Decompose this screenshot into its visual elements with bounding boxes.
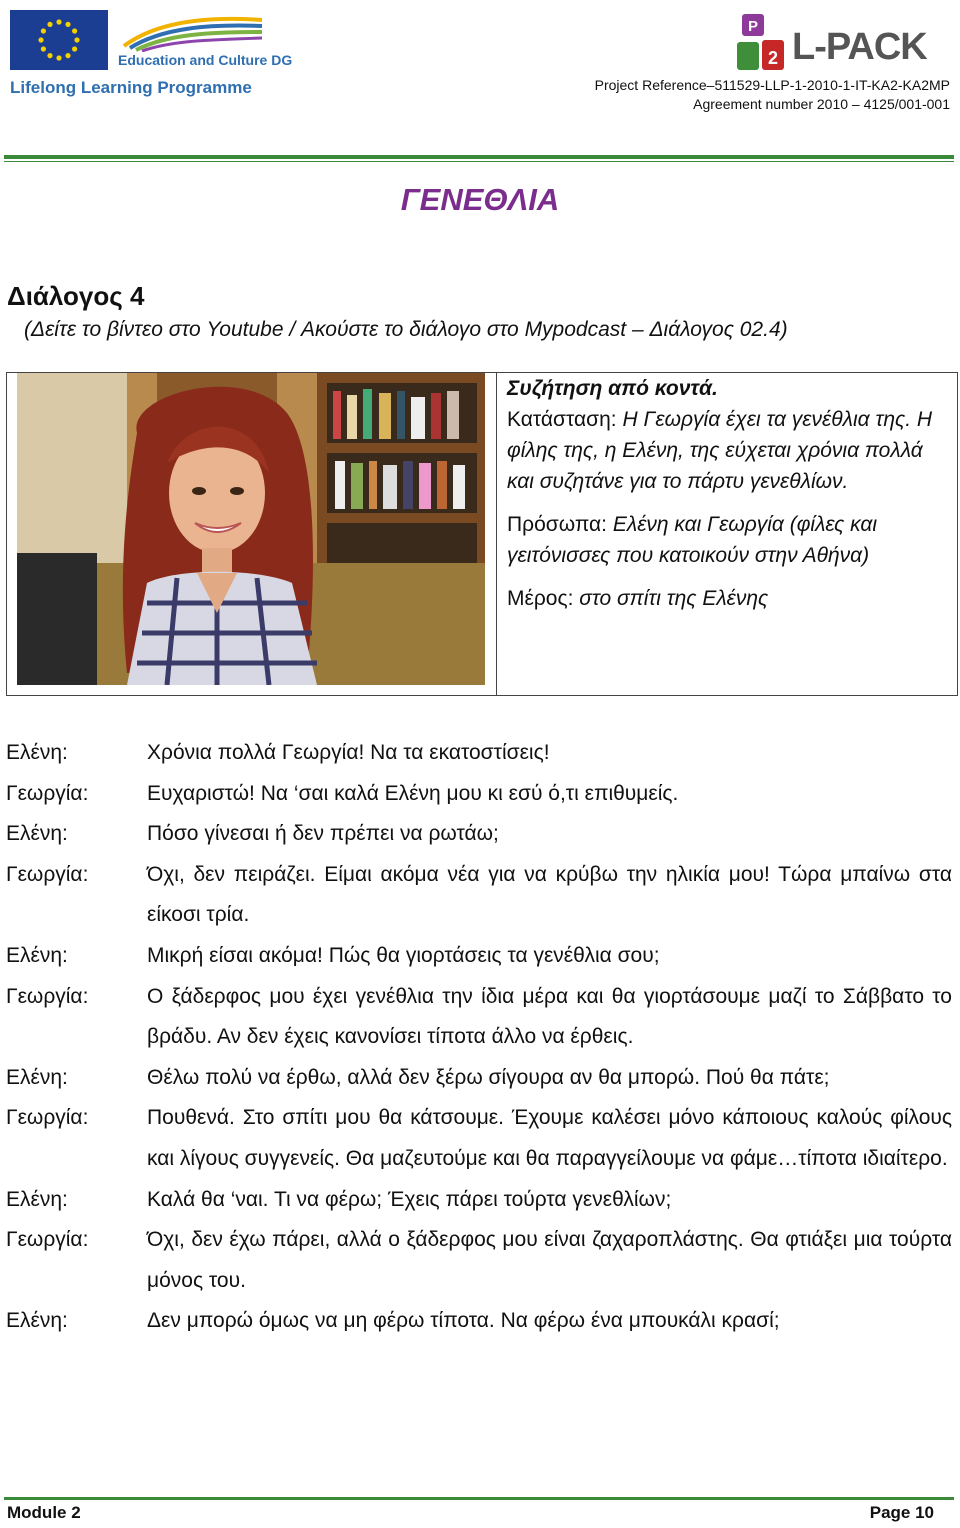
- persons-label: Πρόσωπα:: [507, 513, 613, 536]
- utterance-text: Πουθενά. Στο σπίτι μου θα κάτσουμε. Έχουμε καλέσει μόνο κάποιους καλούς φίλους και λίγους συγγενείς. Θα μαζευτούμε και θα παραγγείλουμε να φάμε…τίποτα ιδιαίτερο.: [147, 1106, 952, 1170]
- info-box-divider: [496, 373, 497, 695]
- place-paragraph: [507, 583, 947, 614]
- dialogue-line: [6, 1098, 952, 1179]
- scene-info-box: [6, 372, 958, 696]
- lifelong-learning-label: Lifelong Learning Programme: [10, 78, 252, 97]
- utterance-text: Μικρή είσαι ακόμα! Πώς θα γιορτάσεις τα γενέθλια σου;: [147, 943, 660, 967]
- utterance-text: Δεν μπορώ όμως να μη φέρω τίποτα. Να φέρω ένα μπουκάλι κρασί;: [147, 1309, 780, 1333]
- utterance-text: Πόσο γίνεσαι ή δεν πρέπει να ρωτάω;: [147, 822, 499, 846]
- lpack-cube-2: 2: [767, 48, 779, 68]
- situation-paragraph: [507, 404, 947, 497]
- speaker-name: Γεωργία:: [6, 862, 89, 886]
- girl-portrait-photo: [17, 373, 485, 685]
- project-reference: Project Reference–511529-LLP-1-2010-1-IT-KA2-KA2MP: [594, 77, 950, 93]
- place-text: στο σπίτι της Ελένης: [579, 587, 769, 610]
- eu-lifelong-learning-logo: [6, 6, 293, 102]
- utterance-text: Ευχαριστώ! Να ‘σαι καλά Ελένη μου κι εσύ ό,τι επιθυμείς.: [147, 781, 679, 805]
- dialogue-line: [6, 977, 952, 1058]
- footer-page-number: Page 10: [869, 1503, 934, 1522]
- utterance-text: Θέλω πολύ να έρθω, αλλά δεν ξέρω σίγουρα αν θα μπορώ. Πού θα πάτε;: [147, 1065, 830, 1089]
- utterance-text: Χρόνια πολλά Γεωργία! Να τα εκατοστίσεις!: [147, 741, 550, 764]
- lpack-cubes-icon: [734, 12, 790, 74]
- dialogue-subtitle: (Δείτε το βίντεο στο Youtube / Ακούστε το διάλογο στο Mypodcast – Διάλογος 02.4): [24, 318, 788, 341]
- persons-paragraph: [507, 509, 947, 571]
- dialogue-line: [6, 855, 952, 936]
- utterance-text: Ο ξάδερφος μου έχει γενέθλια την ίδια μέρα και θα γιορτάσουμε μαζί το Σάββατο το βράδυ. Αν δεν έχεις κανονίσει τίποτα άλλο να έρθεις.: [147, 984, 952, 1049]
- header-divider: [4, 155, 954, 159]
- eu-flag-icon: [10, 10, 108, 70]
- dialogue-line: [6, 814, 952, 855]
- dialogue-line: [6, 936, 952, 977]
- persons-text: Ελένη και Γεωργία (φίλες και γειτόνισσες που κατοικούν στην Αθήνα): [507, 513, 877, 567]
- place-label: Μέρος:: [507, 587, 580, 610]
- speaker-name: Γεωργία:: [6, 781, 89, 805]
- document-title: ΓΕΝΕΘΛΙΑ: [400, 182, 560, 217]
- education-culture-dg-label: Education and Culture DG: [118, 52, 293, 68]
- speaker-name: Ελένη:: [6, 1309, 68, 1333]
- scene-lead: Συζήτηση από κοντά.: [507, 377, 718, 400]
- lpack-cube-p: P: [747, 18, 759, 35]
- scene-description: [507, 373, 947, 614]
- speaker-name: Ελένη:: [6, 1187, 68, 1211]
- speaker-name: Γεωργία:: [6, 1106, 89, 1130]
- utterance-text: Όχι, δεν έχω πάρει, αλλά ο ξάδερφος μου είναι ζαχαροπλάστης. Θα φτιάξει μια τούρτα μόνος του.: [147, 1228, 952, 1292]
- speaker-name: Ελένη:: [6, 1065, 68, 1089]
- lpack-logo: [734, 12, 944, 78]
- utterance-text: Καλά θα ‘ναι. Τι να φέρω; Έχεις πάρει τούρτα γενεθλίων;: [147, 1187, 672, 1211]
- dialogue-line: [6, 1180, 952, 1221]
- dialogue-line: [6, 1058, 952, 1099]
- situation-text: Η Γεωργία έχει τα γενέθλια της. Η φίλης της, η Ελένη, της εύχεται χρόνια πολλά και συζητάνε για το πάρτυ γενεθλίων.: [507, 408, 933, 493]
- speaker-name: Γεωργία:: [6, 1228, 89, 1252]
- utterance-text: Όχι, δεν πειράζει. Είμαι ακόμα νέα για να κρύβω την ηλικία μου! Τώρα μπαίνω στα είκοσι τρία.: [147, 862, 952, 927]
- swoosh-icon: [116, 12, 266, 52]
- speaker-name: Ελένη:: [6, 943, 68, 967]
- dialogue-heading: Διάλογος 4: [7, 281, 145, 311]
- agreement-number: Agreement number 2010 – 4125/001-001: [693, 96, 950, 112]
- page-header: [0, 0, 960, 160]
- dialogue-line: [6, 774, 952, 815]
- footer-module: Module 2: [7, 1503, 81, 1522]
- footer-divider: [4, 1497, 954, 1500]
- dialogue-line: [6, 1301, 952, 1342]
- dialogue-transcript: [6, 733, 952, 1342]
- situation-label: Κατάσταση:: [507, 408, 623, 431]
- header-divider-thin: [4, 161, 954, 162]
- speaker-name: Ελένη:: [6, 822, 68, 846]
- dialogue-line: [6, 1220, 952, 1301]
- speaker-name: Γεωργία:: [6, 984, 89, 1008]
- speaker-name: Ελένη:: [6, 741, 68, 764]
- lpack-label: L-PACK: [792, 26, 927, 68]
- dialogue-line: [6, 733, 952, 774]
